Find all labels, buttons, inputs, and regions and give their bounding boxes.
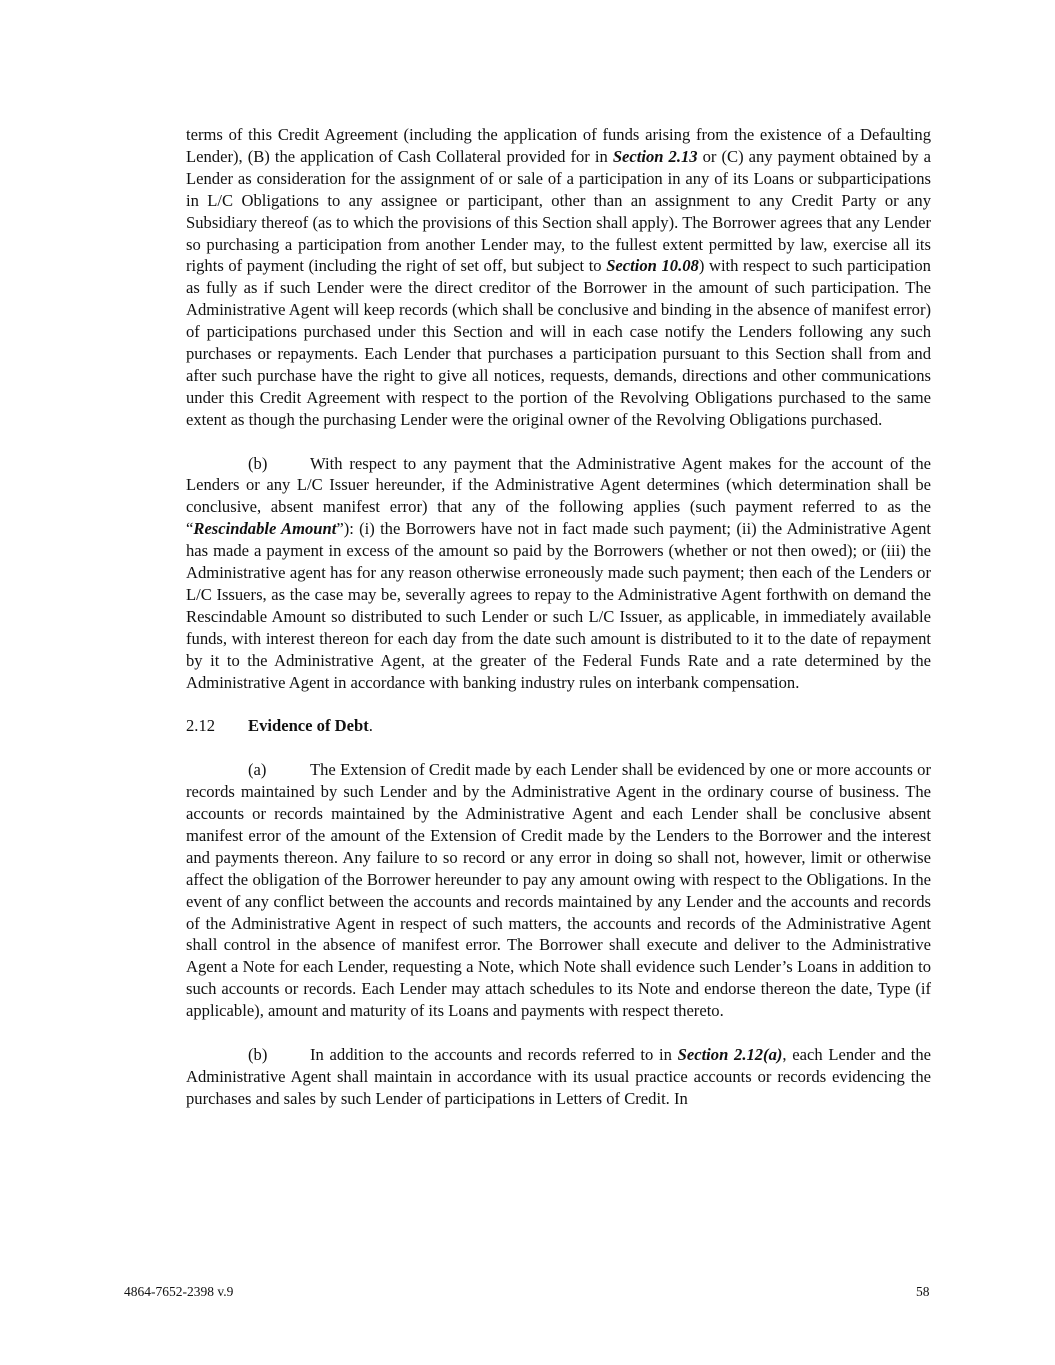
paragraph-text: ) with respect to such participation as fully as if such Lender were the direct creditor of the Borrower in the amount of such participation. The Administrative Agent will keep records (which shall be conclusive and binding in the absence of manifest error) of participations purchased under this Section and will in each case notify the Lenders following any such purchases or repayments. Each Lender that purchases a participation pursuant to this Section shall from and after such purchase have the right to give all notices, requests, demands, directions and other communications under this Credit Agreement with respect to the portion of the Revolving Obligations purchased to the same extent as though the purchasing Lender were the original owner of the Revolving Obligations purchased. xyxy=(186,256,931,429)
paragraph-evidence-of-debt-a xyxy=(186,759,931,1022)
paragraph-label: (b) xyxy=(248,453,268,473)
paragraph-label: (a) xyxy=(248,760,267,780)
document-body xyxy=(186,124,931,1132)
section-title: Evidence of Debt xyxy=(248,716,369,736)
paragraph-text: or (C) any payment obtained by a Lender as consideration for the assignment of or sale of a participation in any of its Loans or subparticipations in L/C Obligations to any assignee or participant, other than an assignment to any Credit Party or any Subsidiary thereof (as to which the provisions of this Section shall apply). The Borrower agrees that any Lender so purchasing a participation from another Lender may, to the fullest extent permitted by law, exercise all its rights of payment (including the right of set off, but subject to xyxy=(186,146,931,276)
paragraph-label: (b) xyxy=(248,1045,268,1064)
paragraph-text: , each Lender and the Administrative Agent shall maintain in accordance with its usual practice accounts or records evidencing the purchases and sales by such Lender of participations in Letters of Credit. In xyxy=(186,1045,932,1108)
paragraph-evidence-of-debt-b xyxy=(186,1044,931,1110)
paragraph-text: The Extension of Credit made by each Lender shall be evidenced by one or more accounts or records maintained by such Lender and by the Administrative Agent in the ordinary course of business. The accounts or records maintained by the Administrative Agent and each Lender shall be conclusive absent manifest error of the amount of the Extension of Credit made by the Lenders to the Borrower and the interest and payments thereon. Any failure to so record or any error in doing so shall not, however, limit or otherwise affect the obligation of the Borrower hereunder to pay any amount owing with respect to the Obligations. In the event of any conflict between the accounts and records maintained by any Lender and the accounts and records of the Administrative Agent in respect of such matters, the accounts and records of the Administrative Agent shall control in the absence of manifest error. The Borrower shall execute and deliver to the Administrative Agent a Note for each Lender, requesting a Note, which Note shall evidence such Lender’s Loans in addition to such accounts or records. Each Lender may attach schedules to its Note and endorse thereon the date, Type (if applicable), amount and maturity of its Loans and payments with respect thereto. xyxy=(186,760,931,1021)
paragraph-text: terms of this Credit Agreement (including the application of funds arising from the existence of a Defaulting Lender), (B) the application of Cash Collateral provided for in xyxy=(186,125,931,166)
section-reference: Section 2.12(a) xyxy=(677,1045,783,1064)
section-heading xyxy=(186,715,931,737)
section-title-suffix: . xyxy=(368,716,373,736)
section-reference: Section 10.08 xyxy=(606,256,699,276)
footer-document-id: 4864-7652-2398 v.9 xyxy=(124,1284,234,1299)
section-reference: Section 2.13 xyxy=(612,146,698,166)
paragraph-participation-continued xyxy=(186,124,931,431)
section-number: 2.12 xyxy=(186,716,216,736)
paragraph-text: ”): (i) the Borrowers have not in fact made such payment; (ii) the Administrative Agent has made a payment in excess of the amount so paid by the Borrowers (whether or not then owed); or (iii) the Administrative agent has for any reason otherwise erroneously made such payment; then each of the Lenders or L/C Issuers, as the case may be, severally agrees to repay to the Administrative Agent forthwith on demand the Rescindable Amount so distributed to such Lender or such L/C Issuer, as applicable, in immediately available funds, with interest thereon for each day from the date such amount is distributed to it to the date of repayment by it to the Administrative Agent, at the greater of the Federal Funds Rate and a rate determined by the Administrative Agent in accordance with banking industry rules on interbank compensation. xyxy=(186,519,931,692)
paragraph-text: With respect to any payment that the Administrative Agent makes for the account of the Lenders or any L/C Issuer hereunder, if the Administrative Agent determines (which determination shall be conclusive, absent manifest error) that any of the following applies (such payment referred to as the “ xyxy=(186,453,931,539)
paragraph-text: In addition to the accounts and records referred to in xyxy=(310,1045,678,1064)
paragraph-rescindable-amount xyxy=(186,453,931,694)
defined-term: Rescindable Amount xyxy=(193,519,337,539)
footer-page-number: 58 xyxy=(916,1284,930,1299)
